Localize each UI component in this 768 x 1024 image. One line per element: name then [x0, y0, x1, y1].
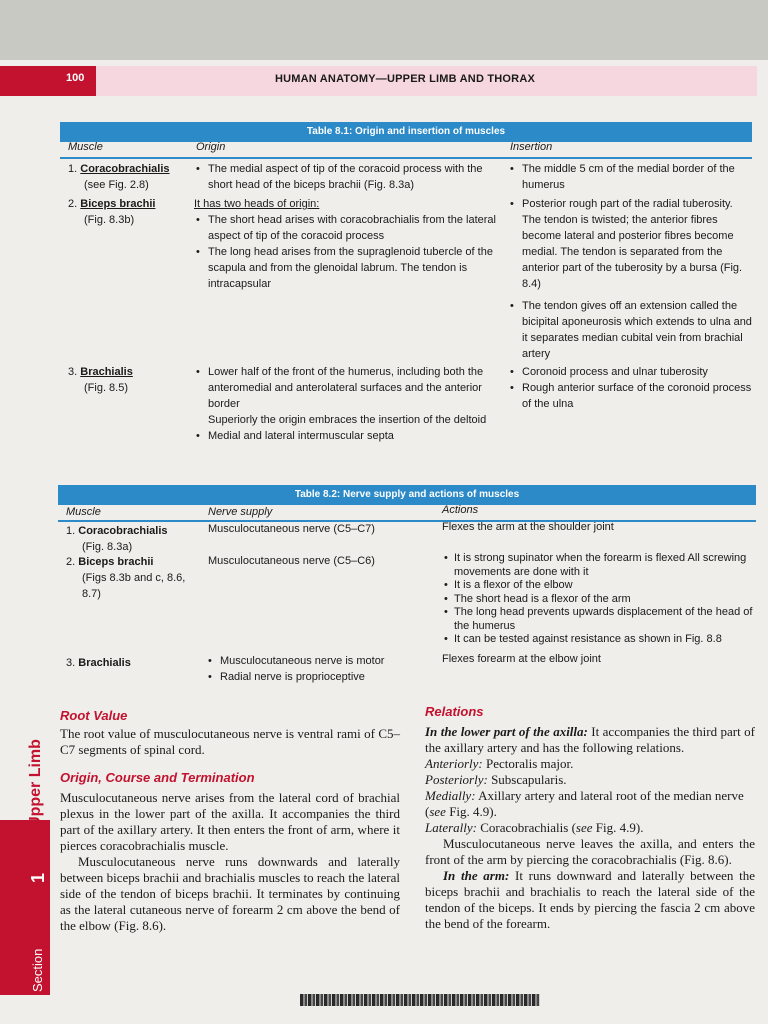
paragraph: Musculocutaneous nerve arises from the lateral cord of brachial plexus in the lower part of the axilla. It accompanies the third part of the axillary artery. It then enters the front of arm, where it pierces coracobrachialis muscle. [60, 790, 400, 853]
figure-ref: (Figs 8.3b and c, 8.6, 8.7) [82, 572, 186, 600]
axilla-label: In the lower part of the axilla: [425, 724, 588, 739]
insertion-item: • The tendon gives off an extension called the bicipital aponeurosis which extends to ulna and it separates median cubital vein from brachial artery [508, 298, 754, 362]
section-label: Section [30, 948, 45, 992]
table-row-origin [194, 196, 500, 292]
figure-ref: (Fig. 8.5) [84, 382, 129, 394]
origin-item: • Lower half of the front of the humerus, including both the anteromedial and anterolateral surfaces and the anterior border [194, 364, 500, 412]
book-title: HUMAN ANATOMY—UPPER LIMB AND THORAX [275, 73, 535, 85]
figure-ref: (Fig. 8.3b) [84, 214, 135, 226]
paragraph: Laterally: Coracobrachialis (see Fig. 4.9). [425, 820, 644, 835]
row-number: 1. [68, 163, 78, 175]
table-row-insertion [508, 364, 754, 412]
posteriorly-text: Subscapularis. [491, 772, 567, 787]
table-row-insertion [508, 161, 754, 193]
nerve-item: • Musculocutaneous nerve is motor [206, 653, 436, 669]
actions-cell: Flexes forearm at the elbow joint [442, 653, 601, 665]
section-number: 1 [28, 872, 48, 883]
muscle-name: Coracobrachialis [78, 525, 168, 537]
nerve-item: • Radial nerve is proprioceptive [206, 669, 436, 685]
see-label: see [429, 804, 446, 819]
see-label: see [575, 820, 593, 835]
medially-label: Medially: [425, 788, 476, 803]
column-header-actions: Actions [442, 504, 479, 516]
heading-root-value: Root Value [60, 708, 128, 723]
figure-ref: Fig. 4.9 [449, 804, 490, 819]
actions-cell: Flexes the arm at the shoulder joint [442, 521, 614, 533]
paragraph [425, 868, 755, 932]
section-part: • Upper Limb [27, 739, 44, 838]
paragraph: Musculocutaneous nerve leaves the axilla, and enters the front of the arm by piercing the coracobrachialis (Fig. 8.6). [425, 836, 755, 867]
muscle-name: Coracobrachialis [80, 163, 170, 175]
row-number: 2. [68, 198, 78, 210]
root-value-text [60, 726, 400, 758]
insertion-item: • The middle 5 cm of the medial border of the humerus [508, 161, 754, 193]
paragraph [425, 724, 755, 756]
heading-origin-course: Origin, Course and Termination [60, 770, 255, 785]
laterally-label: Laterally: [425, 820, 477, 835]
figure-ref: (Fig. 8.3a) [82, 541, 133, 553]
origin-note: Superiorly the origin embraces the insertion of the deltoid [208, 414, 487, 426]
insertion-item: • Rough anterior surface of the coronoid process of the ulna [508, 380, 754, 412]
page-shadow [0, 0, 768, 60]
table-row-origin [194, 161, 500, 193]
origin-intro: It has two heads of origin: [194, 198, 320, 210]
table-row-muscle [66, 655, 196, 671]
figure-ref: (see Fig. 2.8) [84, 179, 149, 191]
paragraph: Medially: Axillary artery and lateral root of the median nerve (see Fig. 4.9). [425, 788, 744, 819]
column-header-nerve-supply: Nerve supply [208, 506, 273, 518]
table-row-muscle [68, 161, 188, 193]
column-header-muscle: Muscle [66, 506, 101, 518]
anteriorly-text: Pectoralis major. [486, 756, 574, 771]
action-item: • The long head prevents upwards displacement of the head of the humerus [442, 606, 754, 633]
medially-text: Axillary artery and lateral root of the median nerve [478, 788, 744, 803]
action-item: • It is strong supinator when the forearm is flexed All screwing movements are done with it [442, 552, 754, 579]
row-number: 3. [68, 366, 78, 378]
table-8-2-title: Table 8.2: Nerve supply and actions of muscles [58, 485, 756, 505]
table-row-insertion [508, 196, 754, 362]
origin-item: • The medial aspect of tip of the coracoid process with the short head of the biceps brachii (Fig. 8.3a) [194, 161, 500, 193]
table-row-muscle [66, 523, 196, 555]
table-8-1-title: Table 8.1: Origin and insertion of muscles [60, 122, 752, 142]
muscle-name: Biceps brachii [80, 198, 156, 210]
column-header-muscle: Muscle [68, 141, 103, 153]
table-row-origin [194, 364, 500, 444]
row-number: 1. [66, 525, 76, 537]
posteriorly-label: Posteriorly: [425, 772, 488, 787]
arm-text: It runs downward and laterally between the biceps brachii and brachialis to reach the lateral side of the tendon of the biceps. It ends by piercing the fascia 2 cm above the bend of the forearm. [425, 868, 755, 931]
arm-label: In the arm: [443, 868, 510, 883]
row-number: 3. [66, 657, 76, 669]
origin-course-text [60, 790, 400, 934]
table-divider [60, 157, 752, 159]
laterally-text: Coracobrachialis [480, 820, 569, 835]
paragraph: The root value of musculocutaneous nerve is ventral rami of C5–C7 segments of spinal cord. [60, 726, 400, 757]
action-item: • It can be tested against resistance as shown in Fig. 8.8 [442, 633, 754, 647]
nerve-supply-cell: Musculocutaneous nerve (C5–C6) [208, 555, 375, 567]
paragraph [425, 772, 755, 788]
nerve-supply-cell: Musculocutaneous nerve (C5–C7) [208, 523, 375, 535]
column-header-insertion: Insertion [510, 141, 553, 153]
heading-relations: Relations [425, 704, 484, 719]
nerve-supply-cell [206, 653, 436, 685]
muscle-name: Brachialis [80, 366, 133, 378]
anteriorly-label: Anteriorly: [425, 756, 483, 771]
actions-cell [442, 552, 754, 647]
origin-item: • The long head arises from the supraglenoid tubercle of the scapula and from the glenoidal labrum. The tendon is intracapsular [194, 244, 500, 292]
origin-item: • Medial and lateral intermuscular septa [194, 428, 500, 444]
action-item: • It is a flexor of the elbow [442, 579, 754, 593]
insertion-item: • Coronoid process and ulnar tuberosity [508, 364, 754, 380]
insertion-item: • Posterior rough part of the radial tuberosity. The tendon is twisted; the anterior fibres become lateral and posterior fibres become medial. The tendon is separated from the anterior part of the tuberosity by a bursa (Fig. 8.4) [508, 196, 754, 292]
muscle-name: Biceps brachii [78, 556, 154, 568]
action-item: • The short head is a flexor of the arm [442, 593, 754, 607]
table-row-muscle [66, 554, 196, 602]
axilla-text: It accompanies the third part of the axillary artery and has the following relations. [425, 724, 755, 755]
page-number: 100 [66, 72, 85, 84]
column-header-origin: Origin [196, 141, 226, 153]
paragraph: Musculocutaneous nerve runs downwards and laterally between biceps brachii and brachialis muscles to reach the lateral side of the tendon of biceps brachii. It terminates by continuing as the lateral cutaneous nerve of forearm 2 cm above the bend of the elbow (Fig. 8.6). [60, 854, 400, 933]
table-row-muscle [68, 364, 188, 396]
figure-ref: Fig. 4.9 [595, 820, 636, 835]
paragraph [425, 756, 755, 772]
muscle-name: Brachialis [78, 657, 131, 669]
origin-item: • The short head arises with coracobrachialis from the lateral aspect of tip of the coracoid process [194, 212, 500, 244]
table-row-muscle [68, 196, 188, 228]
row-number: 2. [66, 556, 76, 568]
binding-edge [300, 994, 540, 1006]
relations-text [425, 724, 755, 932]
